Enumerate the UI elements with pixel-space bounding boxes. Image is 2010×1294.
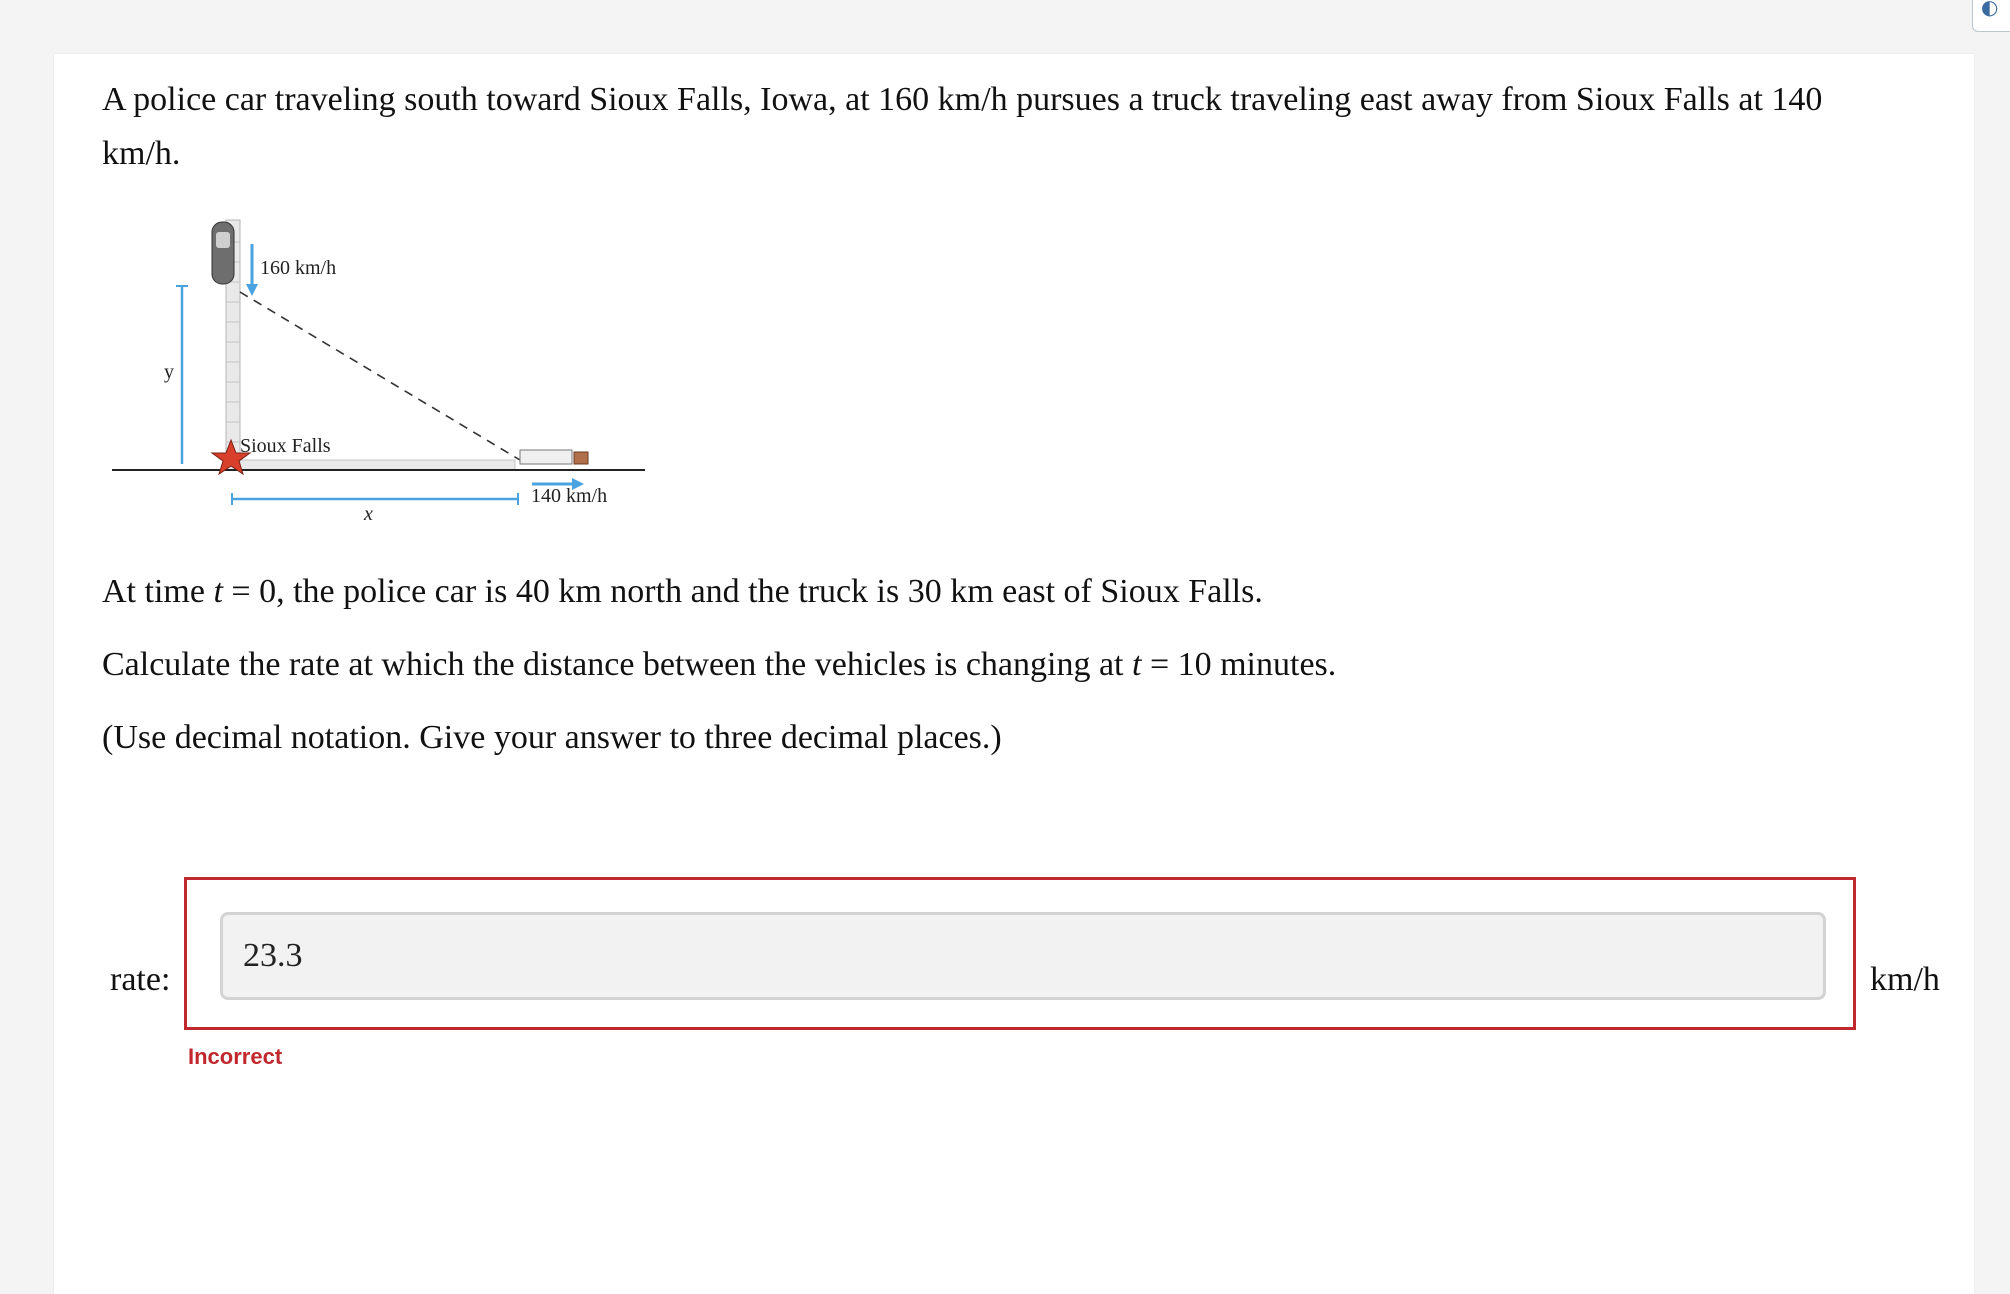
calc-prefix: Calculate the rate at which the distance between the vehicles is changing at bbox=[102, 646, 1132, 683]
y-label: y bbox=[164, 361, 174, 383]
time-prefix: At time bbox=[102, 573, 214, 610]
unit-label: km/h bbox=[1870, 961, 1940, 998]
police-car-windshield bbox=[216, 232, 230, 248]
police-car-icon bbox=[212, 222, 234, 284]
problem-question bbox=[102, 638, 1336, 692]
problem-note: (Use decimal notation. Give your answer to three decimal places.) bbox=[102, 719, 1002, 756]
x-label: x bbox=[364, 503, 373, 525]
time-suffix: = 0, the police car is 40 km north and the truck is 30 km east of Sioux Falls. bbox=[222, 573, 1263, 610]
problem-intro: A police car traveling south toward Sioux Falls, Iowa, at 160 km/h pursues a truck traveling east away from Sioux Falls at 140 km/h. bbox=[102, 81, 1823, 172]
city-label: Sioux Falls bbox=[240, 435, 331, 457]
calc-variable: t bbox=[1131, 646, 1142, 683]
corner-button[interactable] bbox=[1972, 0, 2010, 32]
calc-suffix: = 10 minutes. bbox=[1141, 646, 1337, 683]
problem-time-statement bbox=[102, 565, 1263, 619]
answer-status: Incorrect bbox=[188, 1044, 283, 1069]
time-variable: t bbox=[213, 573, 223, 610]
police-arrow-head bbox=[246, 284, 258, 296]
figure-svg bbox=[100, 212, 660, 532]
rate-input[interactable]: 23.3 bbox=[220, 912, 1826, 1000]
truck-speed-label: 140 km/h bbox=[531, 485, 608, 507]
corner-icon: ◐ bbox=[1981, 0, 1999, 19]
police-speed-label: 160 km/h bbox=[260, 257, 337, 279]
horizontal-road bbox=[240, 460, 515, 470]
rate-label: rate: bbox=[110, 961, 171, 998]
truck-cab-icon bbox=[574, 452, 588, 464]
truck-trailer-icon bbox=[520, 450, 572, 464]
problem-figure bbox=[100, 212, 660, 532]
